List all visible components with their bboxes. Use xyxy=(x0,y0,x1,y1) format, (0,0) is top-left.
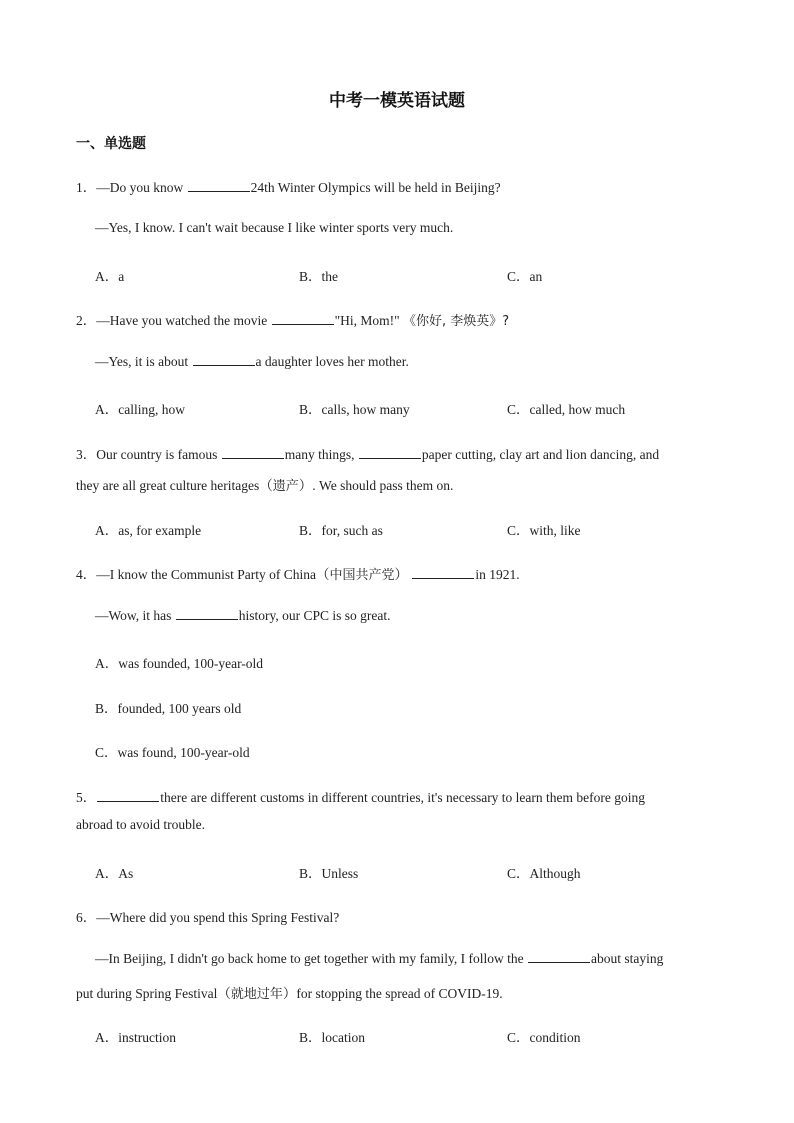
answer-blank xyxy=(528,951,590,963)
answer-blank xyxy=(188,180,250,192)
question-number: 1． xyxy=(76,180,97,195)
section-heading: 一、单选题 xyxy=(76,136,146,152)
q3-option-c: C．with, like xyxy=(507,523,581,538)
question-3-continued: they are all great culture heritages（遗产）. We should pass them on. xyxy=(76,478,454,494)
q4-option-a: A．was founded, 100-year-old xyxy=(95,656,264,671)
question-6: 6．—Where did you spend this Spring Festival? xyxy=(76,910,340,925)
q2-option-a: A．calling, how xyxy=(95,402,185,417)
page-title: 中考一模英语试题 xyxy=(329,91,465,111)
q1-option-c: C．an xyxy=(507,269,543,284)
q3-option-b: B．for, such as xyxy=(299,523,383,538)
question-4: 4．—I know the Communist Party of China（中国共产党） in 1921. xyxy=(76,567,520,583)
answer-blank xyxy=(222,447,284,459)
question-1: 1．—Do you know 24th Winter Olympics will be held in Beijing? xyxy=(76,180,501,195)
q1-option-b: B．the xyxy=(299,269,338,284)
q4-option-b: B．founded, 100 years old xyxy=(95,701,242,716)
q2-option-c: C．called, how much xyxy=(507,402,626,417)
question-number: 5． xyxy=(76,790,97,805)
answer-blank xyxy=(97,790,159,802)
question-3: 3．Our country is famous many things, paper cutting, clay art and lion dancing, and xyxy=(76,447,660,462)
answer-blank xyxy=(176,608,238,620)
q5-option-c: C．Although xyxy=(507,866,581,881)
question-6-continued: put during Spring Festival（就地过年）for stopping the spread of COVID-19. xyxy=(76,986,503,1002)
q5-option-a: A．As xyxy=(95,866,134,881)
question-4-reply: —Wow, it has history, our CPC is so great. xyxy=(95,608,391,623)
answer-blank xyxy=(193,354,255,366)
q5-option-b: B．Unless xyxy=(299,866,359,881)
question-6-reply: —In Beijing, I didn't go back home to get together with my family, I follow the about staying xyxy=(95,951,664,966)
q4-option-c: C．was found, 100-year-old xyxy=(95,745,250,760)
question-number: 6． xyxy=(76,910,97,925)
q2-option-b: B．calls, how many xyxy=(299,402,410,417)
question-2-reply: —Yes, it is about a daughter loves her mother. xyxy=(95,354,409,369)
answer-blank xyxy=(272,313,334,325)
question-5: 5． there are different customs in different countries, it's necessary to learn them before going xyxy=(76,790,646,805)
question-5-continued: abroad to avoid trouble. xyxy=(76,817,205,832)
question-number: 3． xyxy=(76,447,97,462)
question-2: 2．—Have you watched the movie "Hi, Mom!" 《你好, 李焕英》? xyxy=(76,313,510,329)
question-number: 2． xyxy=(76,313,97,328)
q6-option-a: A．instruction xyxy=(95,1030,176,1045)
q3-option-a: A．as, for example xyxy=(95,523,202,538)
q6-option-c: C．condition xyxy=(507,1030,581,1045)
q1-option-a: A．a xyxy=(95,269,125,284)
answer-blank xyxy=(412,567,474,579)
question-1-reply: —Yes, I know. I can't wait because I like winter sports very much. xyxy=(95,220,454,235)
question-number: 4． xyxy=(76,567,97,582)
answer-blank xyxy=(359,447,421,459)
q6-option-b: B．location xyxy=(299,1030,365,1045)
